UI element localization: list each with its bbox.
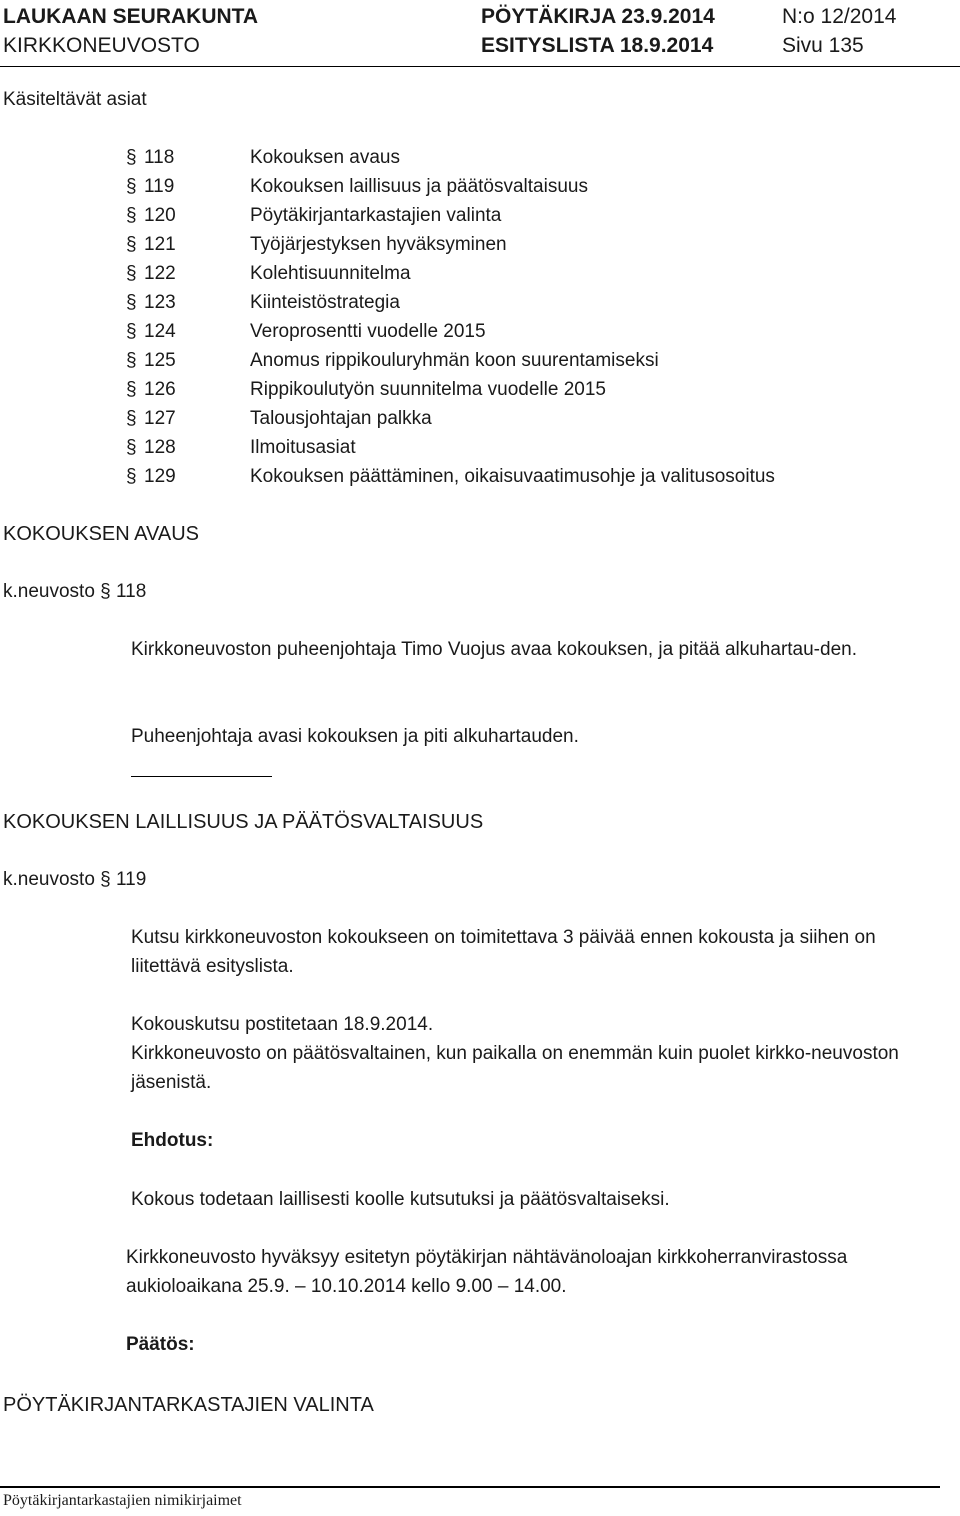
organization-name: LAUKAAN SEURAKUNTA [3,5,259,28]
section-number: 122 [144,263,176,284]
section-number: 121 [144,234,176,255]
section-title: Pöytäkirjantarkastajien valinta [250,205,502,226]
section-number: 126 [144,379,176,400]
section-title: Talousjohtajan palkka [250,408,432,429]
section-heading-legality: KOKOUKSEN LAILLISUUS JA PÄÄTÖSVALTAISUUS [3,811,484,833]
footer-rule [0,1486,940,1488]
minutes-date: PÖYTÄKIRJA 23.9.2014 [481,5,715,28]
paragraph: Kokouskutsu postitetaan 18.9.2014. [131,1014,434,1035]
decision-label: Päätös: [126,1334,195,1355]
section-heading-inspectors: PÖYTÄKIRJANTARKASTAJIEN VALINTA [3,1394,374,1416]
section-symbol: § [126,466,137,487]
section-number: 127 [144,408,176,429]
proposal-text: Kokous todetaan laillisesti koolle kutsutuksi ja päätösvaltaiseksi. [131,1189,670,1210]
section-title: Rippikoulutyön suunnitelma vuodelle 2015 [250,379,606,400]
paragraph: Puheenjohtaja avasi kokouksen ja piti alkuhartauden. [131,726,579,747]
section-title: Kokouksen päättäminen, oikaisuvaatimusohje ja valitusosoitus [250,466,775,487]
section-reference: k.neuvosto § 118 [3,581,147,602]
paragraph: Kirkkoneuvosto on päätösvaltainen, kun paikalla on enemmän kuin puolet kirkko-neuvoston jäsenistä. [131,1043,899,1093]
section-symbol: § [126,263,137,284]
section-symbol: § [126,147,137,168]
section-title: Työjärjestyksen hyväksyminen [250,234,507,255]
minutes-number: N:o 12/2014 [782,5,897,28]
section-title: Kokouksen avaus [250,147,400,168]
section-title: Kiinteistöstrategia [250,292,400,313]
footer-text: Pöytäkirjantarkastajien nimikirjaimet [3,1492,242,1509]
proposal-label: Ehdotus: [131,1130,214,1151]
section-end-rule [131,776,272,777]
section-number: 119 [144,176,175,197]
section-title: Ilmoitusasiat [250,437,356,458]
section-heading-opening: KOKOUKSEN AVAUS [3,523,199,545]
section-symbol: § [126,379,137,400]
section-title: Anomus rippikouluryhmän koon suurentamiseksi [250,350,659,371]
section-symbol: § [126,437,137,458]
header-rule [0,66,960,67]
section-symbol: § [126,205,137,226]
section-symbol: § [126,176,137,197]
section-symbol: § [126,321,137,342]
paragraph: Kirkkoneuvoston puheenjohtaja Timo Vuojus avaa kokouksen, ja pitää alkuhartau-den. [131,639,857,660]
paragraph: Kutsu kirkkoneuvoston kokoukseen on toimitettava 3 päivää ennen kokousta ja siihen on liitettävä esityslista. [131,927,876,977]
section-symbol: § [126,234,137,255]
section-number: 124 [144,321,176,342]
section-number: 125 [144,350,176,371]
section-symbol: § [126,350,137,371]
agenda-date: ESITYSLISTA 18.9.2014 [481,34,714,57]
page-number: Sivu 135 [782,34,864,57]
section-symbol: § [126,408,137,429]
section-number: 120 [144,205,176,226]
section-title: Veroprosentti vuodelle 2015 [250,321,486,342]
section-number: 118 [144,147,175,168]
topics-heading: Käsiteltävät asiat [3,89,147,110]
paragraph: Kirkkoneuvosto hyväksyy esitetyn pöytäkirjan nähtävänoloajan kirkkoherranvirastossa aukioloaikana 25.9. – 10.10.2014 kello 9.00 – 14.00. [126,1247,848,1297]
section-reference: k.neuvosto § 119 [3,869,147,890]
section-number: 129 [144,466,176,487]
section-number: 128 [144,437,176,458]
section-title: Kokouksen laillisuus ja päätösvaltaisuus [250,176,588,197]
section-number: 123 [144,292,176,313]
board-name: KIRKKONEUVOSTO [3,34,200,57]
section-symbol: § [126,292,137,313]
section-title: Kolehtisuunnitelma [250,263,411,284]
